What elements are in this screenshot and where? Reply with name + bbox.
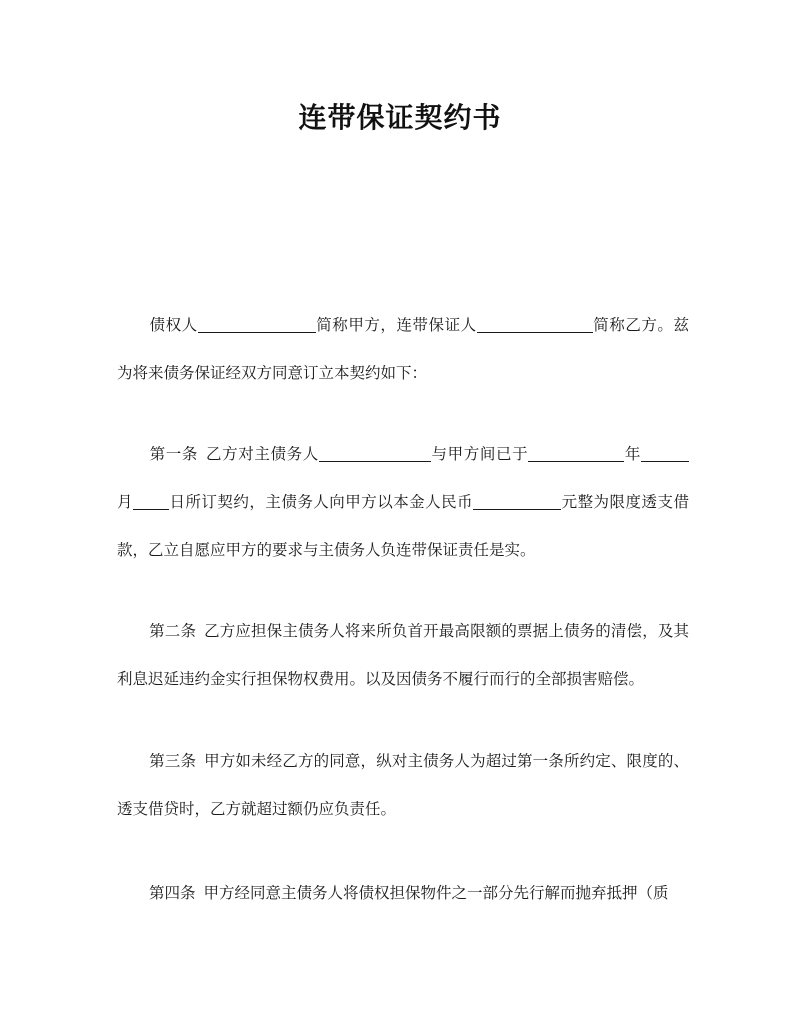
document-title: 连带保证契约书 [298, 101, 502, 134]
article-3-paragraph [117, 737, 689, 833]
creditor-name-blank[interactable] [198, 316, 316, 333]
amount-blank[interactable] [473, 493, 561, 510]
year-blank[interactable] [528, 445, 624, 462]
article-4-paragraph [117, 869, 689, 917]
article-2-text: 乙方应担保主债务人将来所负首开最高限额的票据上债务的清偿，及其利息迟延违约金实行担保物权费用。以及因债务不履行而行的全部损害赔偿。 [117, 622, 689, 688]
article-4-label: 第四条 [149, 884, 196, 902]
intro-paragraph [117, 301, 689, 397]
article-1-text-3: 年 [624, 445, 641, 463]
article-2-label: 第二条 [149, 622, 197, 640]
article-1-text-4: 月 [117, 493, 133, 511]
article-1-paragraph [117, 430, 689, 574]
article-1-text-2: 与甲方间已于 [430, 445, 529, 463]
article-3-text: 甲方如未经乙方的同意，纵对主债务人为超过第一条所约定、限度的、透支借贷时，乙方就超过额仍应负责任。 [117, 752, 689, 818]
article-1-text-6: 元整为限度透支借款，乙立自愿应甲方的要求与主债务人负连带保证责任是实。 [117, 493, 689, 559]
article-1-text-5: 日所订契约，主债务人向甲方以本金人民币 [168, 493, 474, 511]
article-1-label: 第一条 [149, 445, 198, 463]
article-4-text: 甲方经同意主债务人将债权担保物件之一部分先行解而抛弃抵押（质 [203, 884, 669, 902]
intro-text-1: 债权人 [149, 316, 198, 334]
article-2-paragraph [117, 607, 689, 703]
article-3-label: 第三条 [149, 752, 197, 770]
intro-text-2: 简称甲方，连带保证人 [315, 316, 477, 334]
guarantor-name-blank[interactable] [477, 316, 593, 333]
principal-debtor-blank[interactable] [319, 445, 431, 462]
intro-text-3: 简称乙方。兹为将来债务保证经双方同意订立本契约如下： [117, 316, 689, 382]
article-1-text-1: 乙方对主债务人 [206, 445, 319, 463]
month-blank[interactable] [641, 445, 689, 462]
day-blank[interactable] [133, 493, 169, 510]
